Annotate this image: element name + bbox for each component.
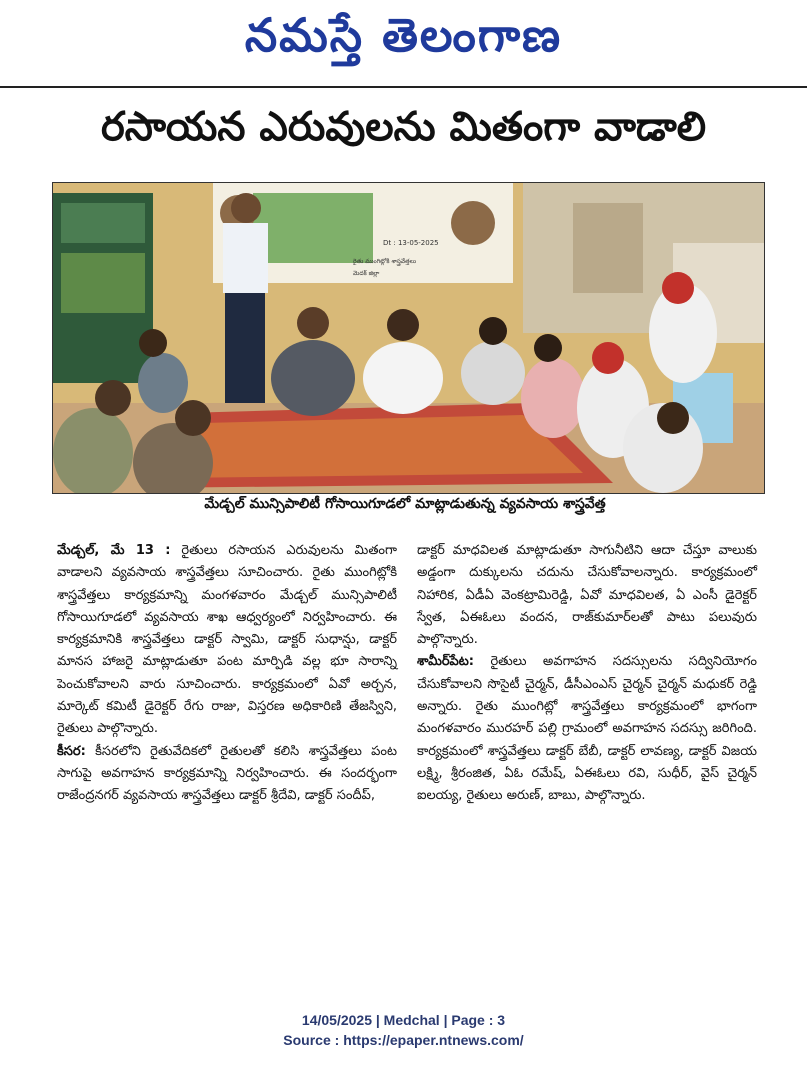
paragraph-text: డాక్టర్ మాధవిలత మాట్లాడుతూ సాగునీటిని ఆదా చేస్తూ వాలుకు అడ్డంగా దుక్కులను చదును చేసుకోవాలన్నారు. కార్యక్రమంలో నిహారిక, ఏడీఏ వెంకట్రామిరెడ్డి, ఏవో మాధవిలత, ఏ ఎంసీ డైరెక్టర్ స్వేత, ఏఈఓలు వందన, రాజ్‌కుమార్‌లతో పాటు పలువురు పాల్గొన్నారు. bbox=[417, 543, 757, 648]
article-column-left bbox=[57, 540, 397, 808]
article-paragraph bbox=[417, 540, 757, 651]
paragraph-lead: శామీర్‌పేట: bbox=[417, 654, 475, 670]
edition-info: 14/05/2025 | Medchal | Page : 3 bbox=[301, 1012, 506, 1028]
paragraph-text: కీసరలోని రైతువేదికలో రైతులతో కలిసి శాస్త్రవేత్తలు పంట సాగుపై అవగాహన కార్యక్రమాన్ని నిర్వహించారు. ఈ సందర్భంగా రాజేంద్రనగర్ వ్యవసాయ శాస్త్రవేత్తలు డాక్టర్ శ్రీదేవి, డాక్టర్ సందీప్, bbox=[57, 743, 397, 804]
paragraph-lead: కీసర: bbox=[57, 743, 86, 759]
banner-date: Dt : 13-05-2025 bbox=[383, 239, 439, 247]
article-paragraph bbox=[57, 741, 397, 808]
masthead: నమస్తే తెలంగాణ bbox=[244, 8, 563, 62]
page-footer bbox=[0, 1010, 807, 1050]
banner-text-2: మెదక్ జిల్లా bbox=[353, 270, 380, 277]
banner-text-1: రైతు ముంగిట్లోకి శాస్త్రవేత్తలు bbox=[353, 258, 417, 265]
paragraph-text: రైతులు రసాయన ఎరువులను మితంగా వాడాలని వ్యవసాయ శాస్త్రవేత్తలు సూచించారు. రైతు ముంగిట్లోకి శాస్త్రవేత్తలు కార్యక్రమాన్ని మంగళవారం మేడ్చల్ మున్సిపాలిటీ గోసాయిగూడలో వ్యవసాయ శాఖ ఆధ్వర్యంలో నిర్వహించారు. ఈ కార్యక్రమానికి శాస్త్రవేత్తలు డాక్టర్ స్వామి, డాక్టర్ సుధాన్షు, డాక్టర్ మానస హాజరై మాట్లాడుతూ పంట మార్పిడి వల్ల భూ సారాన్ని పెంచుకోవాలని వారు సూచించారు. కార్యక్రమంలో ఏవో అర్చన, మార్కెట్ కమిటీ డైరెక్టర్ రేగు రాజు, విస్తరణ అధికారిణి తేజస్విని, రైతులు పాల్గొన్నారు. bbox=[57, 543, 397, 737]
article-paragraph bbox=[57, 540, 397, 741]
news-photo bbox=[52, 182, 765, 494]
masthead-rule bbox=[0, 86, 807, 88]
article-column-right bbox=[417, 540, 757, 808]
headline: రసాయన ఎరువులను మితంగా వాడాలి bbox=[100, 104, 707, 150]
photo-illustration bbox=[53, 183, 764, 493]
article-paragraph bbox=[417, 651, 757, 807]
paragraph-lead: మేడ్చల్, మే 13 : bbox=[57, 543, 171, 558]
source-link[interactable]: Source : https://epaper.ntnews.com/ bbox=[283, 1032, 524, 1048]
photo-caption: మేడ్చల్ మున్సిపాలిటీ గోసాయిగూడలో మాట్లాడుతున్న వ్యవసాయ శాస్త్రవేత్త bbox=[204, 496, 606, 512]
paragraph-text: రైతులు అవగాహన సదస్సులను సద్వినియోగం చేసుకోవాలని సొసైటీ చైర్మన్, డీసీఎంఎస్ చైర్మన్ చైర్మన్ మధుకర్ రెడ్డి అన్నారు. రైతు ముంగిట్లో శాస్త్రవేత్తలు కార్యక్రమంలో భాగంగా మంగళవారం మురహర్ పల్లి గ్రామంలో అవగాహన సదస్సు జరిగింది. కార్యక్రమంలో శాస్త్రవేత్తలు డాక్టర్ బేబీ, డాక్టర్ లావణ్య, డాక్టర్ విజయ లక్ష్మి, శ్రీరంజిత, ఏఓ రమేష్, ఏఈఓలు రవి, సుధీర్, వైస్ చైర్మన్ ఐలయ్య, రైతులు అరుణ్, బాబు, పాల్గొన్నారు. bbox=[417, 654, 757, 804]
article-body bbox=[57, 540, 757, 980]
